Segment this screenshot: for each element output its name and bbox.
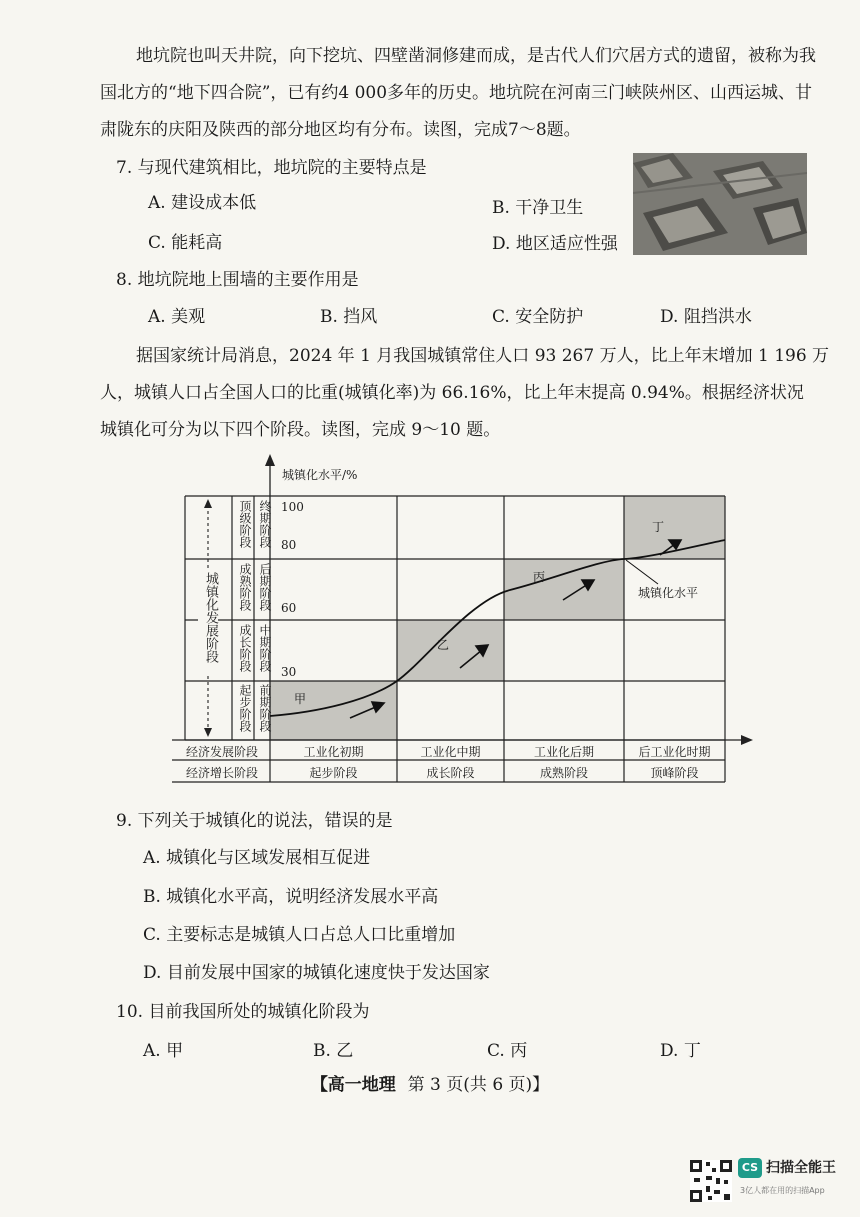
stage-name-start: 起步阶段 (238, 684, 252, 732)
question-7-option-a[interactable]: A. 建设成本低 (148, 193, 257, 213)
row1-cell: 后工业化时期 (638, 745, 711, 759)
stage-sub-growth: 中期阶段 (258, 624, 272, 672)
stage-sub-top: 终期阶段 (258, 500, 272, 548)
question-10-option-d[interactable]: D. 丁 (660, 1041, 701, 1061)
question-9-option-b[interactable]: B. 城镇化水平高，说明经济发展水平高 (143, 887, 439, 907)
question-8-option-d[interactable]: D. 阻挡洪水 (660, 307, 752, 327)
box-label-ding: 丁 (652, 520, 665, 534)
question-10-option-a[interactable]: A. 甲 (143, 1041, 184, 1061)
row2-cell: 顶峰阶段 (650, 766, 699, 780)
box-ding (624, 496, 725, 559)
question-10-option-b[interactable]: B. 乙 (313, 1041, 354, 1061)
footer-subject: 【高一地理 (310, 1075, 396, 1095)
intro-line: 据国家统计局消息，2024 年 1 月我国城镇常住人口 93 267 万人，比上年末增加 1 196 万 (136, 346, 830, 366)
box-label-jia: 甲 (294, 692, 307, 706)
stage-name-growth: 成长阶段 (238, 624, 252, 672)
row1-cell: 工业化初期 (303, 745, 364, 759)
y-tick-60: 60 (281, 601, 297, 615)
row2-cell: 成熟阶段 (539, 766, 588, 780)
intro-line: 国北方的“地下四合院”，已有约4 000多年的历史。地坑院在河南三门峡陕州区、山西运城、甘 (100, 83, 813, 103)
question-7-option-c[interactable]: C. 能耗高 (148, 233, 223, 253)
question-9-option-d[interactable]: D. 目前发展中国家的城镇化速度快于发达国家 (143, 963, 490, 983)
camscanner-logo-icon: CS (738, 1158, 762, 1178)
intro-line: 人，城镇人口占全国人口的比重(城镇化率)为 66.16%，比上年末提高 0.94%。根据经济状况 (100, 383, 804, 403)
row2-label: 经济增长阶段 (185, 766, 258, 780)
question-10-stem: 10. 目前我国所处的城镇化阶段为 (116, 1002, 370, 1022)
row1-cell: 工业化后期 (533, 745, 594, 759)
question-8-option-a[interactable]: A. 美观 (148, 307, 206, 327)
box-yi (397, 620, 504, 681)
y-tick-30: 30 (281, 665, 297, 679)
chart-y-label: 城镇化水平/% (282, 468, 358, 482)
camscanner-slogan: 3亿人都在用的扫描App (740, 1186, 825, 1195)
box-label-bing: 丙 (533, 570, 546, 584)
y-tick-80: 80 (281, 538, 297, 552)
stage-sub-start: 前期阶段 (258, 684, 272, 732)
row2-cell: 起步阶段 (309, 766, 358, 780)
stage-sub-mature: 后期阶段 (258, 563, 272, 611)
intro-line: 城镇化可分为以下四个阶段。读图，完成 9～10 题。 (100, 420, 501, 440)
y-tick-100: 100 (281, 500, 304, 514)
question-7-stem: 7. 与现代建筑相比，地坑院的主要特点是 (116, 158, 427, 178)
qr-code-icon (690, 1160, 732, 1202)
row2-cell: 成长阶段 (426, 766, 475, 780)
question-7-option-b[interactable]: B. 干净卫生 (492, 198, 584, 218)
stage-name-mature: 成熟阶段 (238, 563, 252, 611)
box-bing (504, 559, 624, 620)
box-label-yi: 乙 (437, 638, 450, 652)
footer-page: 第 3 页(共 6 页)】 (407, 1075, 550, 1095)
intro-line: 肃陇东的庆阳及陕西的部分地区均有分布。读图，完成7～8题。 (100, 120, 581, 140)
page-footer (0, 1070, 860, 1095)
question-8-option-b[interactable]: B. 挡风 (320, 307, 378, 327)
question-7-option-d[interactable]: D. 地区适应性强 (492, 234, 618, 254)
row1-cell: 工业化中期 (420, 745, 481, 759)
stage-name-top: 顶级阶段 (238, 500, 252, 548)
row1-label: 经济发展阶段 (185, 745, 258, 759)
question-9-option-c[interactable]: C. 主要标志是城镇人口占总人口比重增加 (143, 925, 456, 945)
question-8-stem: 8. 地坑院地上围墙的主要作用是 (116, 270, 359, 290)
question-10-option-c[interactable]: C. 丙 (487, 1041, 528, 1061)
curve-label: 城镇化水平 (638, 586, 699, 600)
question-9-option-a[interactable]: A. 城镇化与区域发展相互促进 (143, 848, 371, 868)
left-axis-label: 城镇化发展阶段 (198, 572, 218, 663)
question-9-stem: 9. 下列关于城镇化的说法，错误的是 (116, 811, 393, 831)
question-8-option-c[interactable]: C. 安全防护 (492, 307, 584, 327)
intro-line: 地坑院也叫天井院，向下挖坑、四壁凿洞修建而成，是古代人们穴居方式的遗留，被称为我 (136, 46, 816, 66)
camscanner-name: 扫描全能王 (766, 1160, 836, 1176)
